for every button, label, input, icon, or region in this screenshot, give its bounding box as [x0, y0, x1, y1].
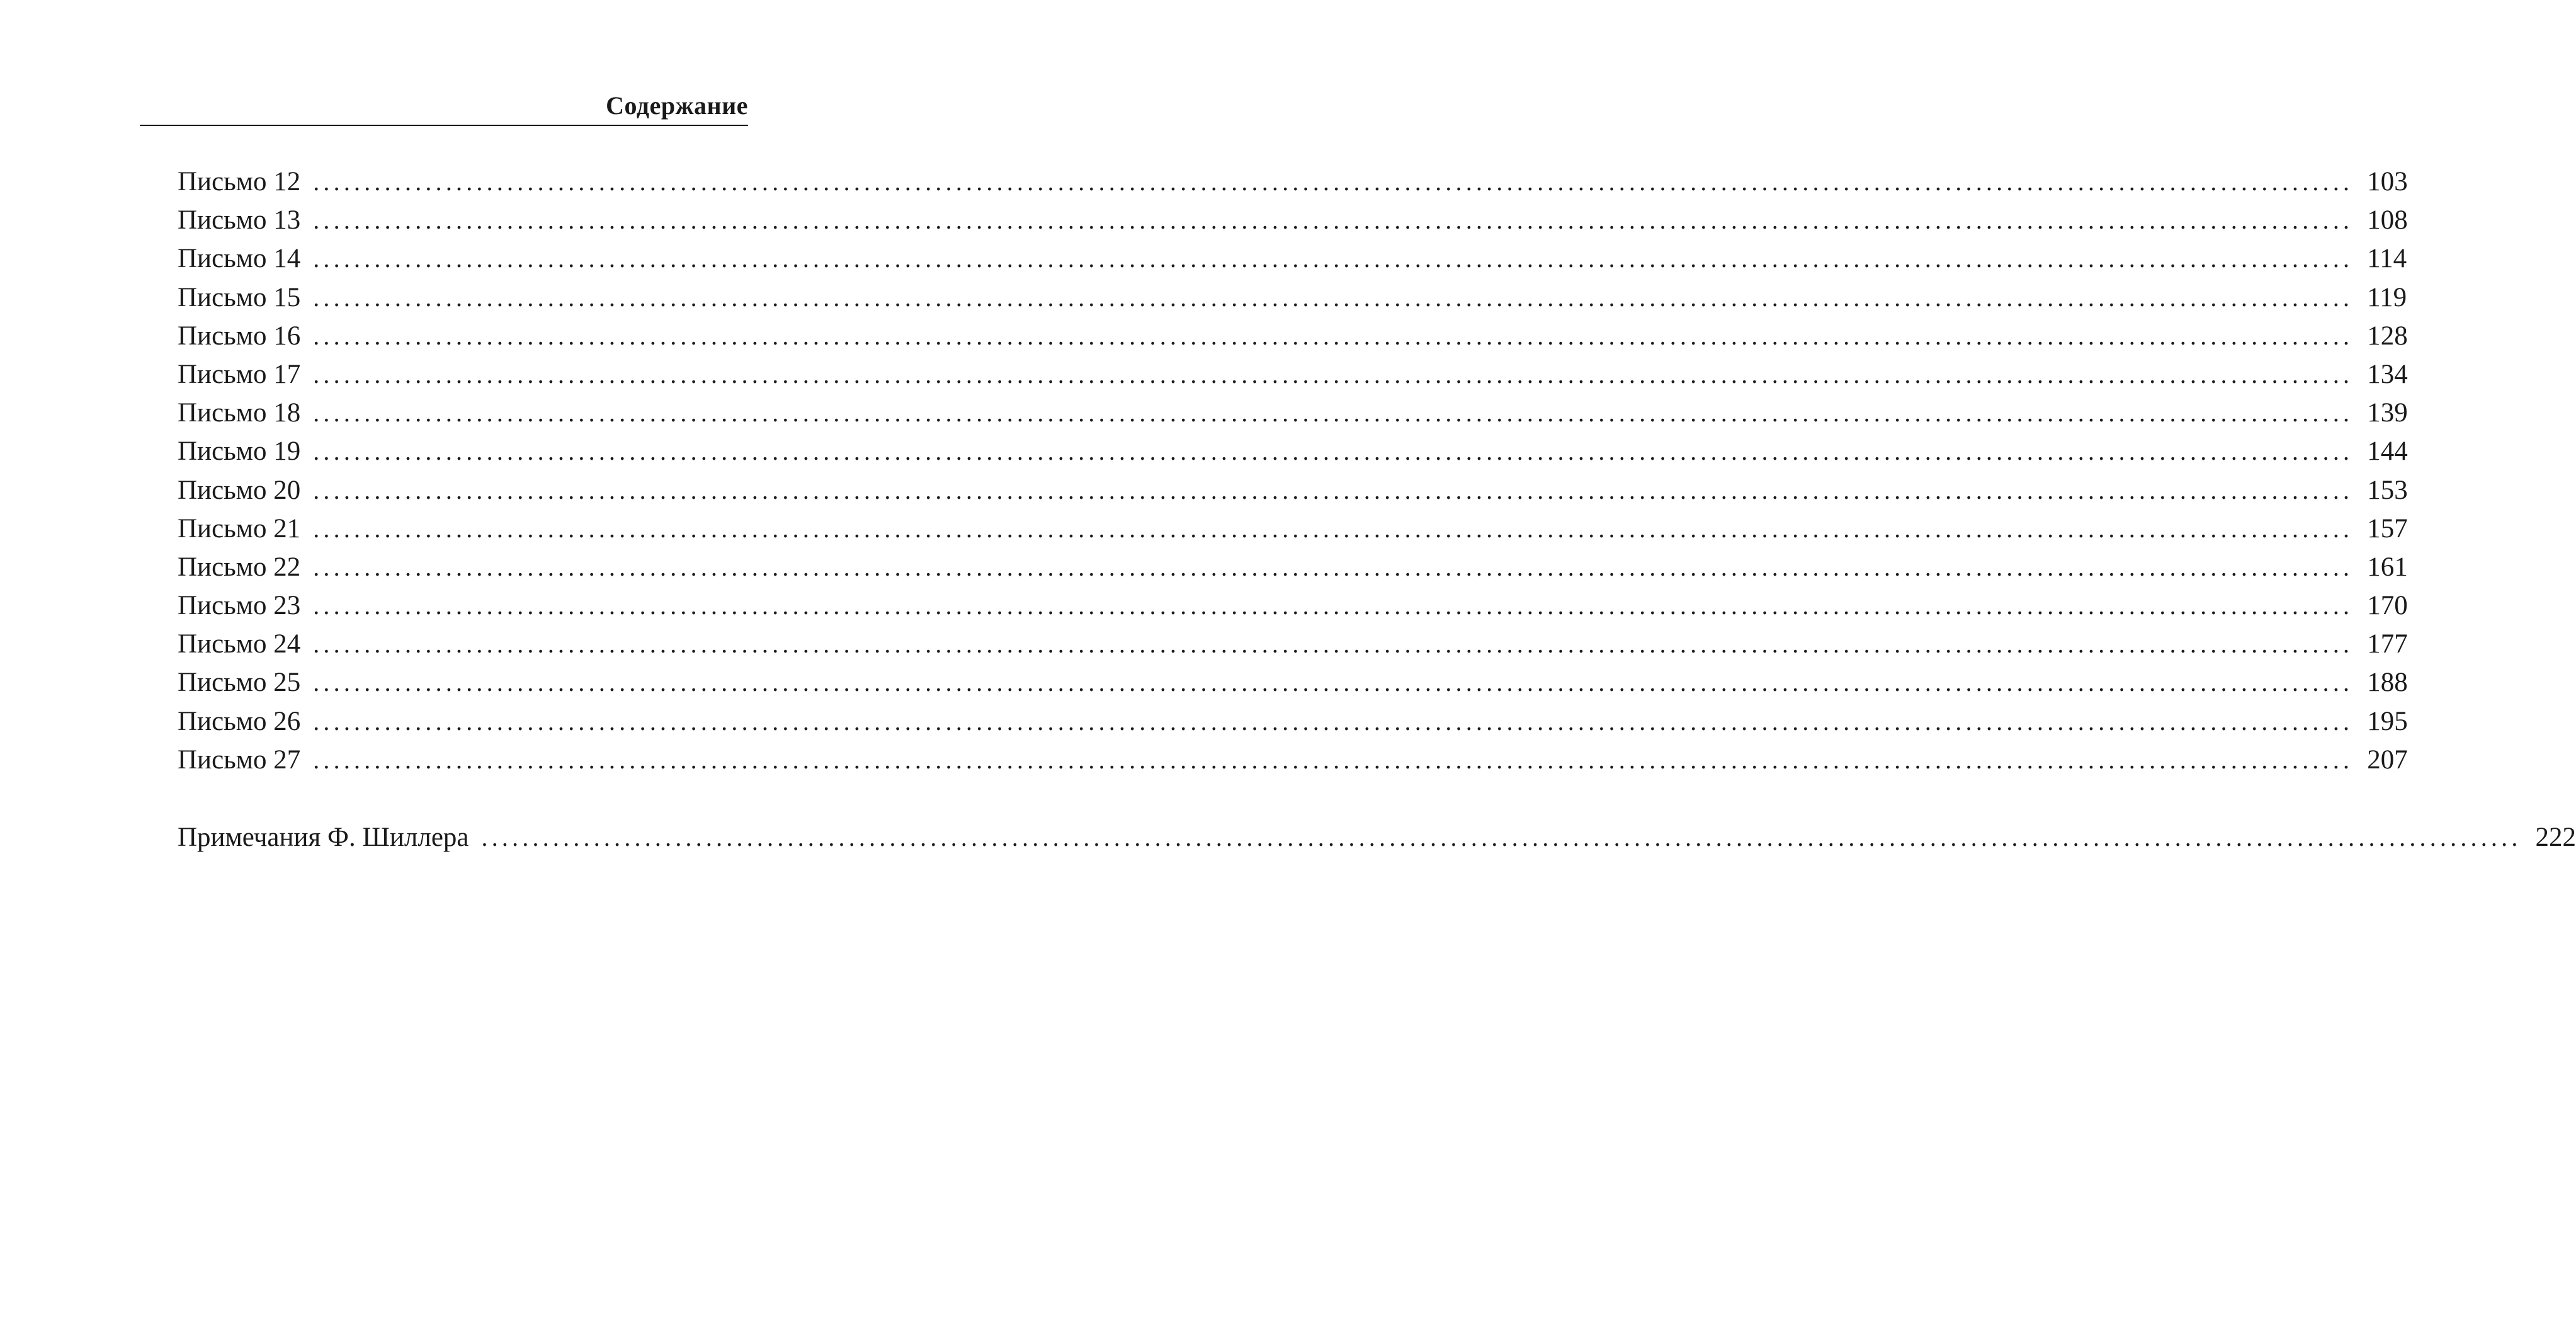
- toc-entry-title: Письмо 24: [178, 629, 301, 659]
- toc-entry-title: Письмо 13: [178, 205, 301, 236]
- toc-entry-page: 103: [2367, 167, 2408, 197]
- dot-leader: ........................................................................................................................................................................................................: [313, 707, 2354, 736]
- dot-leader: ........................................................................................................................................................................................................: [313, 514, 2354, 543]
- toc-entry-letter-17[interactable]: [178, 355, 2408, 394]
- toc-entry-page: 144: [2367, 436, 2408, 467]
- toc-entry-page: 177: [2367, 629, 2408, 659]
- toc-entry-title: Письмо 22: [178, 552, 301, 582]
- toc-entry-title: Письмо 14: [178, 244, 301, 274]
- dot-leader: ........................................................................................................................................................................................................: [313, 668, 2354, 697]
- dot-leader: ........................................................................................................................................................................................................: [313, 552, 2354, 581]
- dot-leader: ........................................................................................................................................................................................................: [313, 244, 2354, 273]
- toc-entry-title: Письмо 15: [178, 282, 301, 312]
- toc-entry-page: 114: [2367, 244, 2407, 274]
- toc-entry-letter-16[interactable]: [178, 317, 2408, 355]
- table-of-contents: [178, 162, 2576, 857]
- toc-entry-letter-15[interactable]: [178, 278, 2407, 317]
- toc-entry-letter-27[interactable]: [178, 741, 2408, 779]
- toc-entry-title: Письмо 17: [178, 359, 301, 389]
- toc-entry-letter-22[interactable]: [178, 548, 2408, 586]
- dot-leader: ........................................................................................................................................................................................................: [313, 476, 2354, 504]
- toc-entry-page: 170: [2367, 591, 2408, 621]
- dot-leader: ........................................................................................................................................................................................................: [313, 168, 2354, 196]
- toc-entry-page: 157: [2367, 513, 2408, 544]
- toc-entry-page: 134: [2367, 359, 2408, 389]
- section-gap: [178, 779, 748, 818]
- toc-entry-title: Письмо 12: [178, 167, 301, 197]
- toc-entry-page: 161: [2367, 552, 2408, 582]
- toc-entry-letter-23[interactable]: [178, 586, 2408, 625]
- toc-entry-title: Письмо 16: [178, 321, 301, 351]
- dot-leader: ........................................................................................................................................................................................................: [313, 591, 2354, 620]
- toc-entry-letter-21[interactable]: [178, 510, 2408, 548]
- toc-entry-title: Письмо 26: [178, 706, 301, 736]
- toc-entry-title: Примечания Ф. Шиллера: [178, 823, 469, 852]
- toc-entry-title: Письмо 19: [178, 436, 301, 467]
- toc-entry-letter-14[interactable]: [178, 239, 2407, 278]
- dot-leader: ........................................................................................................................................................................................................: [313, 745, 2354, 774]
- toc-entry-page: 119: [2367, 282, 2407, 312]
- dot-leader: ........................................................................................................................................................................................................: [313, 437, 2354, 466]
- toc-entry-page: 128: [2367, 321, 2408, 351]
- dot-leader: ........................................................................................................................................................................................................: [313, 399, 2354, 428]
- running-head: Содержание: [606, 91, 748, 120]
- toc-entry-title: Письмо 21: [178, 513, 301, 544]
- dot-leader: ........................................................................................................................................................................................................: [313, 360, 2354, 389]
- dot-leader: ........................................................................................................................................................................................................: [313, 321, 2354, 350]
- toc-entry-letter-18[interactable]: [178, 394, 2408, 432]
- toc-entry-title: Письмо 25: [178, 668, 301, 698]
- toc-entry-page: 153: [2367, 475, 2408, 505]
- dot-leader: ........................................................................................................................................................................................................: [481, 823, 2522, 852]
- toc-entry-letter-13[interactable]: [178, 201, 2408, 239]
- toc-entry-title: Письмо 27: [178, 744, 301, 775]
- toc-entry-page: 207: [2367, 744, 2408, 775]
- toc-entry-letter-24[interactable]: [178, 625, 2408, 663]
- toc-entry-letter-26[interactable]: [178, 702, 2408, 741]
- toc-entry-page: 222: [2535, 823, 2576, 852]
- toc-entry-title: Письмо 20: [178, 475, 301, 505]
- toc-entry-title: Письмо 23: [178, 591, 301, 621]
- toc-entry-page: 188: [2367, 668, 2408, 698]
- toc-entry-letter-25[interactable]: [178, 663, 2408, 702]
- toc-entry-letter-12[interactable]: [178, 162, 2408, 201]
- toc-entry-page: 195: [2367, 706, 2408, 736]
- dot-leader: ........................................................................................................................................................................................................: [313, 630, 2354, 659]
- toc-entry-page: 139: [2367, 398, 2408, 428]
- toc-entry-letter-20[interactable]: [178, 471, 2408, 510]
- header-rule: [140, 125, 748, 126]
- toc-entry-notes[interactable]: [178, 818, 2576, 857]
- toc-entry-letter-19[interactable]: [178, 432, 2408, 470]
- dot-leader: ........................................................................................................................................................................................................: [313, 206, 2354, 235]
- toc-entry-title: Письмо 18: [178, 398, 301, 428]
- toc-entry-page: 108: [2367, 205, 2408, 236]
- dot-leader: ........................................................................................................................................................................................................: [313, 283, 2354, 312]
